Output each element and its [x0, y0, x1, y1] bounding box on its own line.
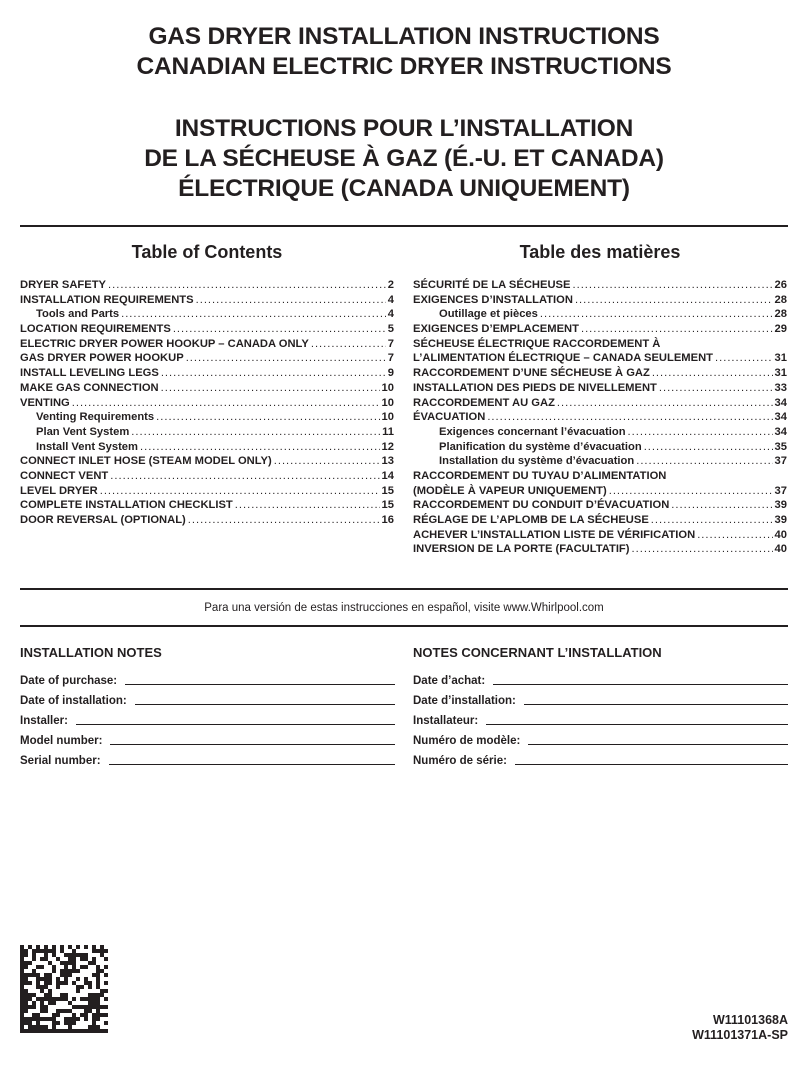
- toc-entry-label: Install Vent System: [36, 440, 138, 453]
- toc-entry: [20, 322, 394, 337]
- toc-entry-label: Installation du système d’évacuation: [439, 455, 635, 468]
- leader-dots: [632, 542, 773, 557]
- title-line: ÉLECTRIQUE (CANADA UNIQUEMENT): [178, 175, 630, 202]
- toc-entry-label: VENTING: [20, 396, 70, 409]
- note-field-label: Serial number:: [20, 755, 101, 767]
- note-field: [413, 688, 788, 708]
- leader-dots: [575, 293, 773, 308]
- toc-entry-page: 2: [387, 279, 394, 291]
- title-line: GAS DRYER INSTALLATION INSTRUCTIONS: [148, 23, 660, 50]
- toc-entry: [20, 469, 394, 484]
- toc-entry: [20, 307, 394, 322]
- leader-dots: [110, 469, 379, 484]
- toc-entry-page: 37: [774, 484, 787, 497]
- toc-entry: [20, 366, 394, 381]
- leader-dots: [235, 498, 380, 513]
- leader-dots: [697, 528, 772, 543]
- toc-entry-label: SÉCHEUSE ÉLECTRIQUE RACCORDEMENT À: [413, 337, 661, 350]
- toc-entry-label: SÉCURITÉ DE LA SÉCHEUSE: [413, 279, 571, 291]
- toc-entry: [413, 425, 787, 440]
- installation-notes-heading-en: INSTALLATION NOTES: [20, 645, 162, 660]
- toc-entry: [20, 337, 394, 352]
- note-field: [20, 748, 395, 768]
- toc-entry-page: 9: [387, 367, 394, 380]
- note-field: [413, 728, 788, 748]
- note-field: [20, 688, 395, 708]
- toc-entry-page: 10: [381, 411, 394, 424]
- divider: [20, 588, 788, 590]
- note-field-line: [125, 672, 395, 685]
- leader-dots: [581, 322, 773, 337]
- note-field-line: [493, 672, 788, 685]
- toc-entry-page: 5: [387, 323, 394, 336]
- leader-dots: [173, 322, 386, 337]
- toc-entry: [413, 410, 787, 425]
- title-english: [0, 22, 808, 82]
- leader-dots: [659, 381, 773, 396]
- leader-dots: [311, 337, 386, 352]
- installation-notes-fr: [413, 668, 788, 768]
- leader-dots: [715, 351, 773, 366]
- toc-entry: [20, 425, 394, 440]
- toc-entry-label: Venting Requirements: [36, 411, 155, 424]
- toc-entry-label: ACHEVER L’INSTALLATION LISTE DE VÉRIFICATION: [413, 528, 696, 541]
- note-field: [413, 748, 788, 768]
- leader-dots: [644, 440, 773, 455]
- note-field: [20, 668, 395, 688]
- toc-entry-label: INSTALLATION REQUIREMENTS: [20, 293, 194, 306]
- toc-entry-label: RACCORDEMENT DU CONDUIT D’ÉVACUATION: [413, 499, 670, 512]
- toc-entry-label: RÉGLAGE DE L’APLOMB DE LA SÉCHEUSE: [413, 514, 649, 526]
- toc-entry-label: COMPLETE INSTALLATION CHECKLIST: [20, 499, 233, 512]
- note-field-label: Date d’achat:: [413, 675, 486, 687]
- note-field-label: Installateur:: [413, 715, 479, 727]
- document-number: W11101368A: [712, 1013, 788, 1027]
- toc-entry-page: 10: [381, 396, 394, 409]
- leader-dots: [196, 293, 386, 308]
- note-field: [20, 708, 395, 728]
- toc-entry: [413, 337, 787, 366]
- toc-entry: [20, 498, 394, 513]
- toc-entry-page: 7: [387, 352, 394, 365]
- divider: [20, 225, 788, 227]
- toc-entry: [20, 351, 394, 366]
- installation-notes-heading-fr: NOTES CONCERNANT L’INSTALLATION: [413, 645, 662, 660]
- title-line: INSTRUCTIONS POUR L’INSTALLATION: [174, 115, 634, 142]
- toc-entry-page: 34: [774, 396, 787, 409]
- toc-entry-label: DOOR REVERSAL (OPTIONAL): [20, 514, 186, 526]
- leader-dots: [72, 396, 380, 411]
- toc-entry-label: RACCORDEMENT D’UNE SÉCHEUSE À GAZ: [413, 367, 650, 380]
- toc-entry: [413, 440, 787, 455]
- toc-entry: [413, 322, 787, 337]
- toc-entry: [413, 542, 787, 557]
- toc-entry-page: 15: [381, 499, 394, 512]
- divider: [20, 625, 788, 627]
- toc-entry-label: CONNECT VENT: [20, 469, 109, 482]
- leader-dots: [540, 307, 773, 322]
- note-field-label: Date of installation:: [20, 695, 127, 707]
- toc-entry-label: ELECTRIC DRYER POWER HOOKUP – CANADA ONLY: [20, 337, 309, 350]
- toc-entry-label: Planification du système d’évacuation: [439, 440, 642, 453]
- toc-entry: [20, 396, 394, 411]
- toc-entry: [413, 293, 787, 308]
- toc-list-fr: [413, 278, 787, 557]
- toc-entry-page: 26: [774, 279, 787, 291]
- toc-entry-page: 11: [382, 425, 394, 438]
- toc-entry-label: EXIGENCES D’INSTALLATION: [413, 293, 573, 306]
- toc-entry-page: 39: [774, 514, 787, 526]
- leader-dots: [609, 484, 773, 499]
- note-field: [413, 708, 788, 728]
- toc-entry-label: L’ALIMENTATION ÉLECTRIQUE – CANADA SEULEMENT: [413, 352, 713, 365]
- document-numbers: [692, 1013, 788, 1043]
- leader-dots: [572, 278, 772, 293]
- toc-entry-label: (MODÈLE À VAPEUR UNIQUEMENT): [413, 484, 607, 497]
- toc-entry: [413, 528, 787, 543]
- toc-entry-label: INVERSION DE LA PORTE (FACULTATIF): [413, 543, 630, 556]
- toc-entry-page: 4: [387, 308, 394, 321]
- leader-dots: [161, 366, 386, 381]
- toc-entry-page: 29: [774, 323, 787, 336]
- toc-entry-label: EXIGENCES D’EMPLACEMENT: [413, 323, 579, 336]
- toc-entry: [20, 293, 394, 308]
- note-field-line: [109, 752, 395, 765]
- note-field-label: Model number:: [20, 735, 103, 747]
- note-field-label: Numéro de série:: [413, 755, 507, 767]
- note-field-label: Numéro de modèle:: [413, 735, 521, 747]
- leader-dots: [121, 307, 386, 322]
- datamatrix-barcode-icon: [20, 945, 108, 1033]
- leader-dots: [140, 440, 380, 455]
- toc-entry-page: 31: [774, 352, 787, 365]
- spanish-version-note: Para una versión de estas instrucciones en español, visite www.Whirlpool.com: [204, 602, 604, 614]
- toc-entry-label: DRYER SAFETY: [20, 279, 106, 291]
- note-field-label: Installer:: [20, 715, 68, 727]
- leader-dots: [186, 351, 386, 366]
- toc-entry-label: Tools and Parts: [36, 308, 120, 321]
- toc-entry-page: 35: [774, 440, 787, 453]
- leader-dots: [557, 396, 773, 411]
- toc-entry-page: 39: [774, 499, 787, 512]
- leader-dots: [274, 454, 380, 469]
- document-number-sp: W11101371A-SP: [692, 1028, 788, 1042]
- toc-entry-label: CONNECT INLET HOSE (STEAM MODEL ONLY): [20, 455, 272, 468]
- toc-entry-page: 15: [381, 484, 394, 497]
- toc-entry: [413, 396, 787, 411]
- toc-entry-page: 28: [774, 308, 787, 321]
- title-french: [0, 114, 808, 204]
- toc-entry-page: 40: [774, 528, 787, 541]
- toc-entry: [20, 513, 394, 528]
- toc-entry-label: RACCORDEMENT DU TUYAU D’ALIMENTATION: [413, 469, 667, 482]
- toc-entry: [413, 513, 787, 528]
- toc-entry: [413, 381, 787, 396]
- toc-entry-page: 10: [381, 381, 394, 394]
- note-field-line: [76, 712, 395, 725]
- toc-entry-page: 33: [774, 381, 787, 394]
- toc-entry: [20, 381, 394, 396]
- note-field-label: Date of purchase:: [20, 675, 118, 687]
- note-field-line: [486, 712, 788, 725]
- note-field-line: [528, 732, 788, 745]
- installation-notes-en: [20, 668, 395, 768]
- toc-entry: [413, 498, 787, 513]
- toc-entry-page: 31: [774, 367, 787, 380]
- title-line: DE LA SÉCHEUSE À GAZ (É.-U. ET CANADA): [144, 145, 664, 172]
- leader-dots: [108, 278, 386, 293]
- toc-entry-label: Outillage et pièces: [439, 308, 538, 321]
- toc-entry-page: 16: [381, 514, 394, 526]
- note-field: [413, 668, 788, 688]
- leader-dots: [671, 498, 772, 513]
- toc-entry-label: LEVEL DRYER: [20, 484, 98, 497]
- note-field-line: [110, 732, 395, 745]
- toc-entry-page: 34: [774, 411, 787, 424]
- toc-entry-label: Exigences concernant l’évacuation: [439, 425, 626, 438]
- note-field-label: Date d’installation:: [413, 695, 516, 707]
- toc-list-en: [20, 278, 394, 528]
- toc-entry-label: MAKE GAS CONNECTION: [20, 381, 159, 394]
- toc-entry-page: 13: [381, 455, 394, 468]
- toc-entry-page: 34: [774, 425, 787, 438]
- toc-entry: [20, 454, 394, 469]
- toc-entry: [413, 469, 787, 498]
- toc-entry: [20, 410, 394, 425]
- toc-entry: [20, 278, 394, 293]
- toc-entry-page: 7: [387, 337, 394, 350]
- toc-entry-label: LOCATION REQUIREMENTS: [20, 323, 171, 336]
- leader-dots: [131, 425, 380, 440]
- leader-dots: [100, 484, 380, 499]
- toc-entry-label: INSTALL LEVELING LEGS: [20, 367, 159, 380]
- leader-dots: [652, 366, 773, 381]
- toc-entry-page: 4: [387, 293, 394, 306]
- toc-heading-fr: Table des matières: [519, 242, 681, 262]
- toc-entry-label: ÉVACUATION: [413, 411, 486, 424]
- toc-entry-page: 12: [381, 440, 394, 453]
- toc-entry: [413, 307, 787, 322]
- toc-entry-page: 28: [774, 293, 787, 306]
- toc-entry-label: INSTALLATION DES PIEDS DE NIVELLEMENT: [413, 381, 657, 394]
- leader-dots: [161, 381, 380, 396]
- leader-dots: [636, 454, 772, 469]
- toc-entry: [413, 278, 787, 293]
- leader-dots: [651, 513, 773, 528]
- toc-entry-page: 40: [774, 543, 787, 556]
- toc-entry-label: Plan Vent System: [36, 425, 130, 438]
- note-field: [20, 728, 395, 748]
- toc-entry: [20, 440, 394, 455]
- leader-dots: [628, 425, 773, 440]
- toc-entry-page: 14: [381, 469, 394, 482]
- toc-entry-page: 37: [774, 455, 787, 468]
- note-field-line: [515, 752, 788, 765]
- toc-entry-label: RACCORDEMENT AU GAZ: [413, 396, 555, 409]
- note-field-line: [135, 692, 395, 705]
- toc-entry: [20, 484, 394, 499]
- toc-heading-en: Table of Contents: [131, 242, 283, 262]
- leader-dots: [487, 410, 772, 425]
- toc-entry: [413, 454, 787, 469]
- title-line: CANADIAN ELECTRIC DRYER INSTRUCTIONS: [136, 53, 672, 80]
- note-field-line: [524, 692, 788, 705]
- leader-dots: [188, 513, 380, 528]
- toc-entry: [413, 366, 787, 381]
- toc-entry-label: GAS DRYER POWER HOOKUP: [20, 352, 184, 365]
- leader-dots: [156, 410, 379, 425]
